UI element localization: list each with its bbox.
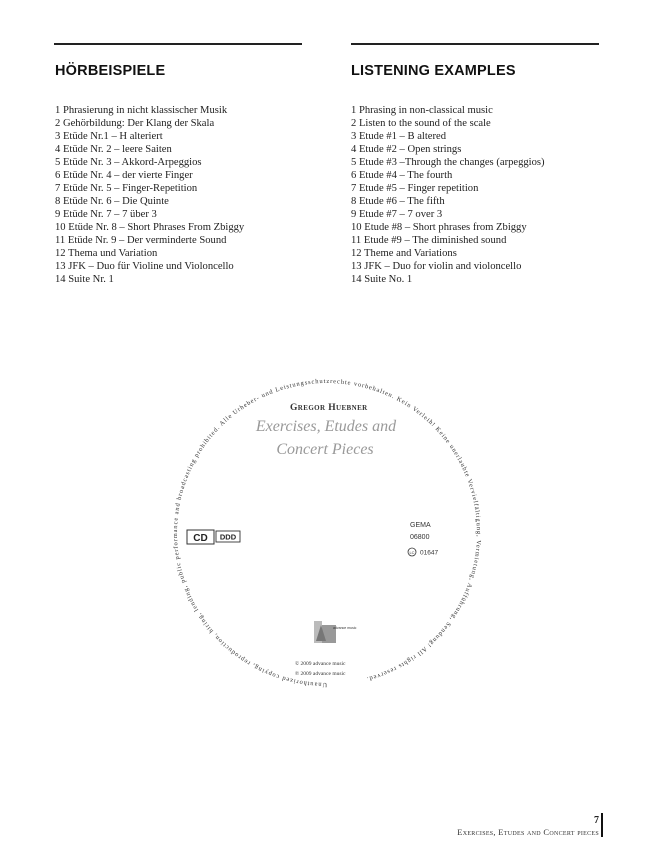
page-number: 7 (594, 815, 599, 826)
cd-title-line1: Exercises, Etudes and (255, 418, 397, 435)
german-track-item: 9 Etüde Nr. 7 – 7 über 3 (55, 209, 157, 220)
running-title: Exercises, Etudes and Concert pieces (457, 827, 599, 837)
english-track-list (351, 104, 545, 286)
cd-disc (171, 363, 483, 703)
english-track-item: 4 Etude #2 – Open strings (351, 144, 462, 155)
english-track-item: 1 Phrasing in non-classical music (351, 105, 493, 116)
cd-artist: Gregor Huebner (290, 403, 368, 413)
german-track-item: 7 Etüde Nr. 5 – Finger-Repetition (55, 183, 198, 194)
german-track-item: 12 Thema und Variation (55, 248, 158, 259)
english-track-item: 2 Listen to the sound of the scale (351, 118, 491, 129)
english-track-item: 10 Etude #8 – Short phrases from Zbiggy (351, 222, 527, 233)
german-track-item: 6 Etüde Nr. 4 – der vierte Finger (55, 170, 193, 181)
english-track-item: 8 Etude #6 – The fifth (351, 196, 445, 207)
advance-music-logo (314, 621, 357, 643)
right-top-rule (351, 43, 599, 45)
german-track-item: 13 JFK – Duo für Violine und Violoncello (55, 261, 234, 272)
phonogram-line: ℗ 2009 advance music (295, 671, 346, 677)
ddd-badge (216, 531, 240, 542)
german-track-item: 4 Etüde Nr. 2 – leere Saiten (55, 144, 172, 155)
german-track-item: 2 Gehörbildung: Der Klang der Skala (55, 118, 215, 129)
right-heading: LISTENING EXAMPLES (351, 63, 516, 79)
english-track-item: 5 Etude #3 –Through the changes (arpeggios) (351, 157, 545, 168)
german-track-item: 8 Etüde Nr. 6 – Die Quinte (55, 196, 169, 207)
lc-badge (408, 548, 438, 557)
german-track-item: 14 Suite Nr. 1 (55, 274, 114, 285)
english-track-item: 12 Theme and Variations (351, 248, 457, 259)
left-top-rule (54, 43, 302, 45)
english-track-item: 3 Etude #1 – B altered (351, 131, 447, 142)
lc-prefix: LC (409, 550, 415, 555)
english-track-item: 7 Etude #5 – Finger repetition (351, 183, 479, 194)
lc-code: 01647 (420, 549, 439, 557)
german-track-item: 1 Phrasierung in nicht klassischer Musik (55, 105, 228, 116)
left-heading: HÖRBEISPIELE (55, 63, 166, 79)
label-name: advance music (333, 626, 357, 630)
footer-bar (601, 813, 603, 837)
english-track-item: 13 JFK – Duo for violin and violoncello (351, 261, 522, 272)
ddd-text: DDD (219, 532, 237, 542)
english-track-item: 11 Etude #9 – The diminished sound (351, 235, 507, 246)
cd-rim-textpath: Unauthorized copying, reproduction, hiring, lending, public performance and broadcasting prohibited. Alle Urheber- und Leistungsschutzrechte vorbehalten. Kein Verleih! Keine unerlaubte Vervielfältigung, Vermietung, Aufführung, Sendung! All rights reserved. (171, 377, 483, 689)
english-track-item: 9 Etude #7 – 7 over 3 (351, 209, 443, 220)
cd-logo-text: CD (193, 533, 208, 544)
english-track-item: 14 Suite No. 1 (351, 274, 413, 285)
german-track-item: 3 Etüde Nr.1 – H alteriert (55, 131, 163, 142)
german-track-item: 5 Etüde Nr. 3 – Akkord-Arpeggios (55, 157, 202, 168)
cd-title-line2: Concert Pieces (276, 441, 374, 458)
catalog-number: 06800 (410, 534, 430, 541)
english-track-item: 6 Etude #4 – The fourth (351, 170, 453, 181)
german-track-item: 11 Etüde Nr. 9 – Der verminderte Sound (55, 235, 227, 246)
gema-label: GEMA (410, 522, 431, 529)
german-track-item: 10 Etüde Nr. 8 – Short Phrases From Zbiggy (55, 222, 245, 233)
compact-disc-logo (187, 530, 214, 544)
german-track-list (55, 104, 244, 286)
copyright-line: © 2009 advance music (295, 661, 346, 667)
